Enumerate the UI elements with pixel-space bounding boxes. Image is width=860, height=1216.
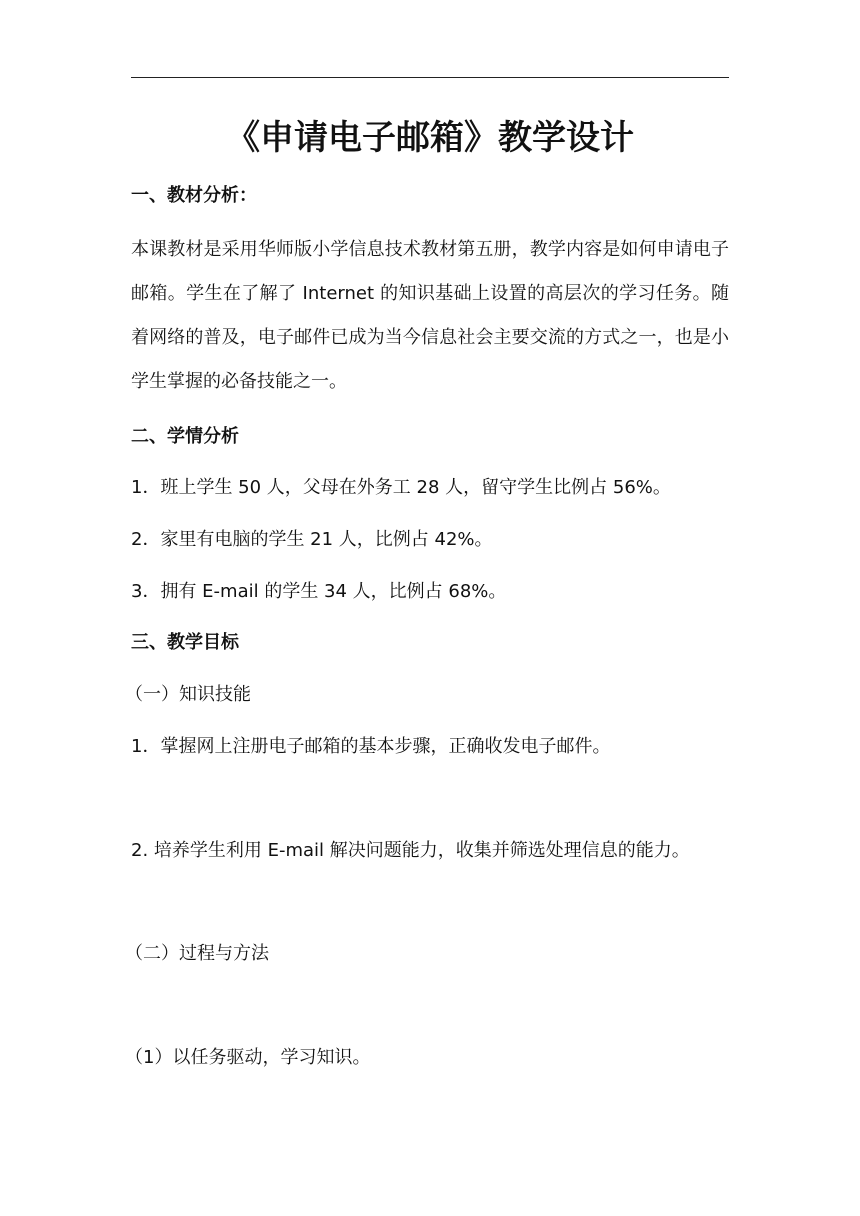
document-title: 《申请电子邮箱》教学设计: [226, 118, 634, 158]
learners-item-2: 2．家里有电脑的学生 21 人，比例占 42%。: [131, 529, 493, 550]
section-heading-objectives: 三、教学目标: [131, 632, 239, 653]
section-heading-learners: 二、学情分析: [131, 426, 239, 447]
objective-item-2: 2. 培养学生利用 E-mail 解决问题能力，收集并筛选处理信息的能力。: [131, 840, 690, 861]
process-item-1: （1）以任务驱动，学习知识。: [125, 1047, 371, 1068]
objective-item-1: 1．掌握网上注册电子邮箱的基本步骤，正确收发电子邮件。: [131, 736, 611, 757]
subheading-process-methods: （二）过程与方法: [125, 943, 269, 964]
section-heading-materials: 一、教材分析：: [131, 185, 257, 206]
learners-item-1: 1．班上学生 50 人，父母在外务工 28 人，留守学生比例占 56%。: [131, 477, 671, 498]
header-rule: [131, 77, 729, 78]
subheading-knowledge-skills: （一）知识技能: [125, 684, 251, 705]
materials-paragraph: 本课教材是采用华师版小学信息技术教材第五册，教学内容是如何申请电子邮箱。学生在了解了 Internet 的知识基础上设置的高层次的学习任务。随着网络的普及，电子邮件已成为当今信息社会主要交流的方式之一，也是小学生掌握的必备技能之一。: [131, 239, 729, 392]
learners-item-3: 3．拥有 E-mail 的学生 34 人，比例占 68%。: [131, 581, 507, 602]
